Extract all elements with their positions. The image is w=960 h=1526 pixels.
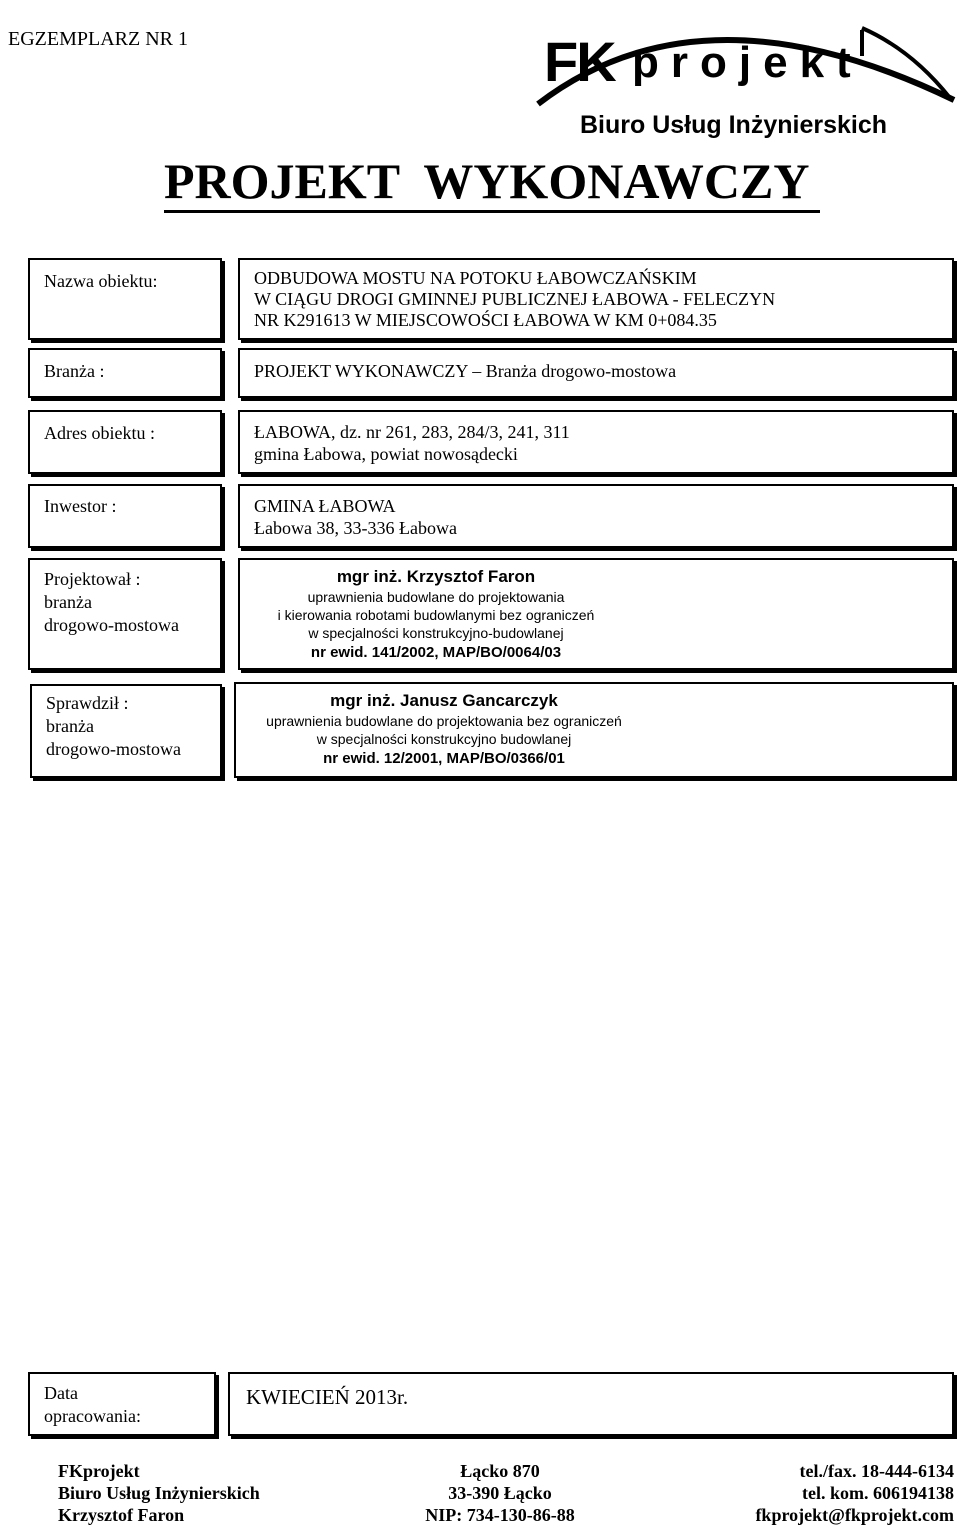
label-line: opracowania: (44, 1406, 141, 1426)
label-nazwa: Nazwa obiektu: (44, 271, 158, 291)
value-box-nazwa (238, 258, 954, 340)
designer-info (256, 566, 616, 664)
value-box-projektowal (238, 558, 954, 670)
label-box-nazwa (28, 258, 222, 340)
label-line: Sprawdził : (46, 693, 129, 713)
footer-phone: tel./fax. 18-444-6134 (799, 1461, 954, 1481)
address-line: gmina Łabowa, powiat nowosądecki (254, 444, 518, 464)
label-box-sprawdzil (30, 684, 222, 778)
investor-line: GMINA ŁABOWA (254, 496, 396, 516)
value-box-branza (238, 348, 954, 398)
footer-line: Łącko 870 (460, 1461, 540, 1481)
label-projektowal (44, 568, 179, 637)
checker-registration: nr ewid. 12/2001, MAP/BO/0366/01 (323, 750, 565, 767)
label-box-branza (28, 348, 222, 398)
designer-registration: nr ewid. 141/2002, MAP/BO/0064/03 (310, 644, 562, 661)
label-line: Projektował : (44, 569, 141, 589)
label-line: branża (44, 592, 92, 612)
copy-label: EGZEMPLARZ NR 1 (8, 28, 188, 50)
label-line: drogowo-mostowa (46, 739, 181, 759)
company-logo (532, 0, 960, 145)
label-line: drogowo-mostowa (44, 615, 179, 635)
label-sprawdzil (46, 692, 181, 761)
footer-line: Krzysztof Faron (58, 1505, 185, 1525)
footer-contact (755, 1460, 954, 1526)
label-inwestor: Inwestor : (44, 496, 117, 516)
checker-name: mgr inż. Janusz Gancarczyk (330, 691, 558, 710)
footer-email: fkprojekt@fkprojekt.com (755, 1505, 954, 1525)
object-name-line: ODBUDOWA MOSTU NA POTOKU ŁABOWCZAŃSKIM (254, 268, 697, 288)
investor-line: Łabowa 38, 33-336 Łabowa (254, 518, 457, 538)
footer-mobile: tel. kom. 606194138 (802, 1483, 954, 1503)
value-box-sprawdzil (234, 682, 954, 778)
designer-name: mgr inż. Krzysztof Faron (336, 567, 536, 586)
designer-qualification-line: uprawnienia budowlane do projektowania (307, 589, 565, 605)
object-name-line: W CIĄGU DROGI GMINNEJ PUBLICZNEJ ŁABOWA - FELECZYN (254, 289, 776, 309)
logo-subtitle: Biuro Usług Inżynierskich (580, 111, 888, 139)
value-box-inwestor (238, 484, 954, 548)
label-line: branża (46, 716, 94, 736)
checker-qualification-line: w specjalności konstrukcyjno budowlanej (316, 731, 572, 747)
checker-qualification-line: uprawnienia budowlane do projektowania bez ograniczeń (266, 713, 622, 729)
label-box-adres (28, 410, 222, 474)
value-box-data (228, 1372, 954, 1436)
label-box-projektowal (28, 558, 222, 670)
label-adres: Adres obiektu : (44, 423, 155, 443)
logo-fk-text: FK (544, 30, 615, 93)
label-data (44, 1382, 141, 1428)
object-name (254, 268, 775, 331)
label-branza: Branża : (44, 361, 105, 381)
object-address (254, 421, 570, 465)
value-box-adres (238, 410, 954, 474)
label-box-inwestor (28, 484, 222, 548)
checker-info (256, 690, 632, 770)
footer-address (400, 1460, 600, 1526)
designer-qualification-line: w specjalności konstrukcyjno-budowlanej (308, 625, 564, 641)
label-box-data (28, 1372, 216, 1436)
footer-line: Biuro Usług Inżynierskich (58, 1483, 260, 1503)
address-line: ŁABOWA, dz. nr 261, 283, 284/3, 241, 311 (254, 422, 570, 442)
designer-qualification-line: i kierowania robotami budowlanymi bez ograniczeń (277, 607, 595, 623)
footer-line: 33-390 Łącko (448, 1483, 552, 1503)
document-title: PROJEKT WYKONAWCZY (164, 152, 820, 213)
object-name-line: NR K291613 W MIEJSCOWOŚCI ŁABOWA W KM 0+084.35 (254, 310, 717, 330)
investor (254, 495, 457, 539)
branza-value: PROJEKT WYKONAWCZY – Branża drogowo-mostowa (254, 361, 677, 381)
footer-line: FKprojekt (58, 1461, 140, 1481)
label-line: Data (44, 1383, 78, 1403)
preparation-date: KWIECIEŃ 2013r. (246, 1385, 409, 1409)
footer-company (58, 1460, 260, 1526)
logo-projekt-text: projekt (632, 38, 863, 87)
footer-line: NIP: 734-130-86-88 (425, 1505, 575, 1525)
